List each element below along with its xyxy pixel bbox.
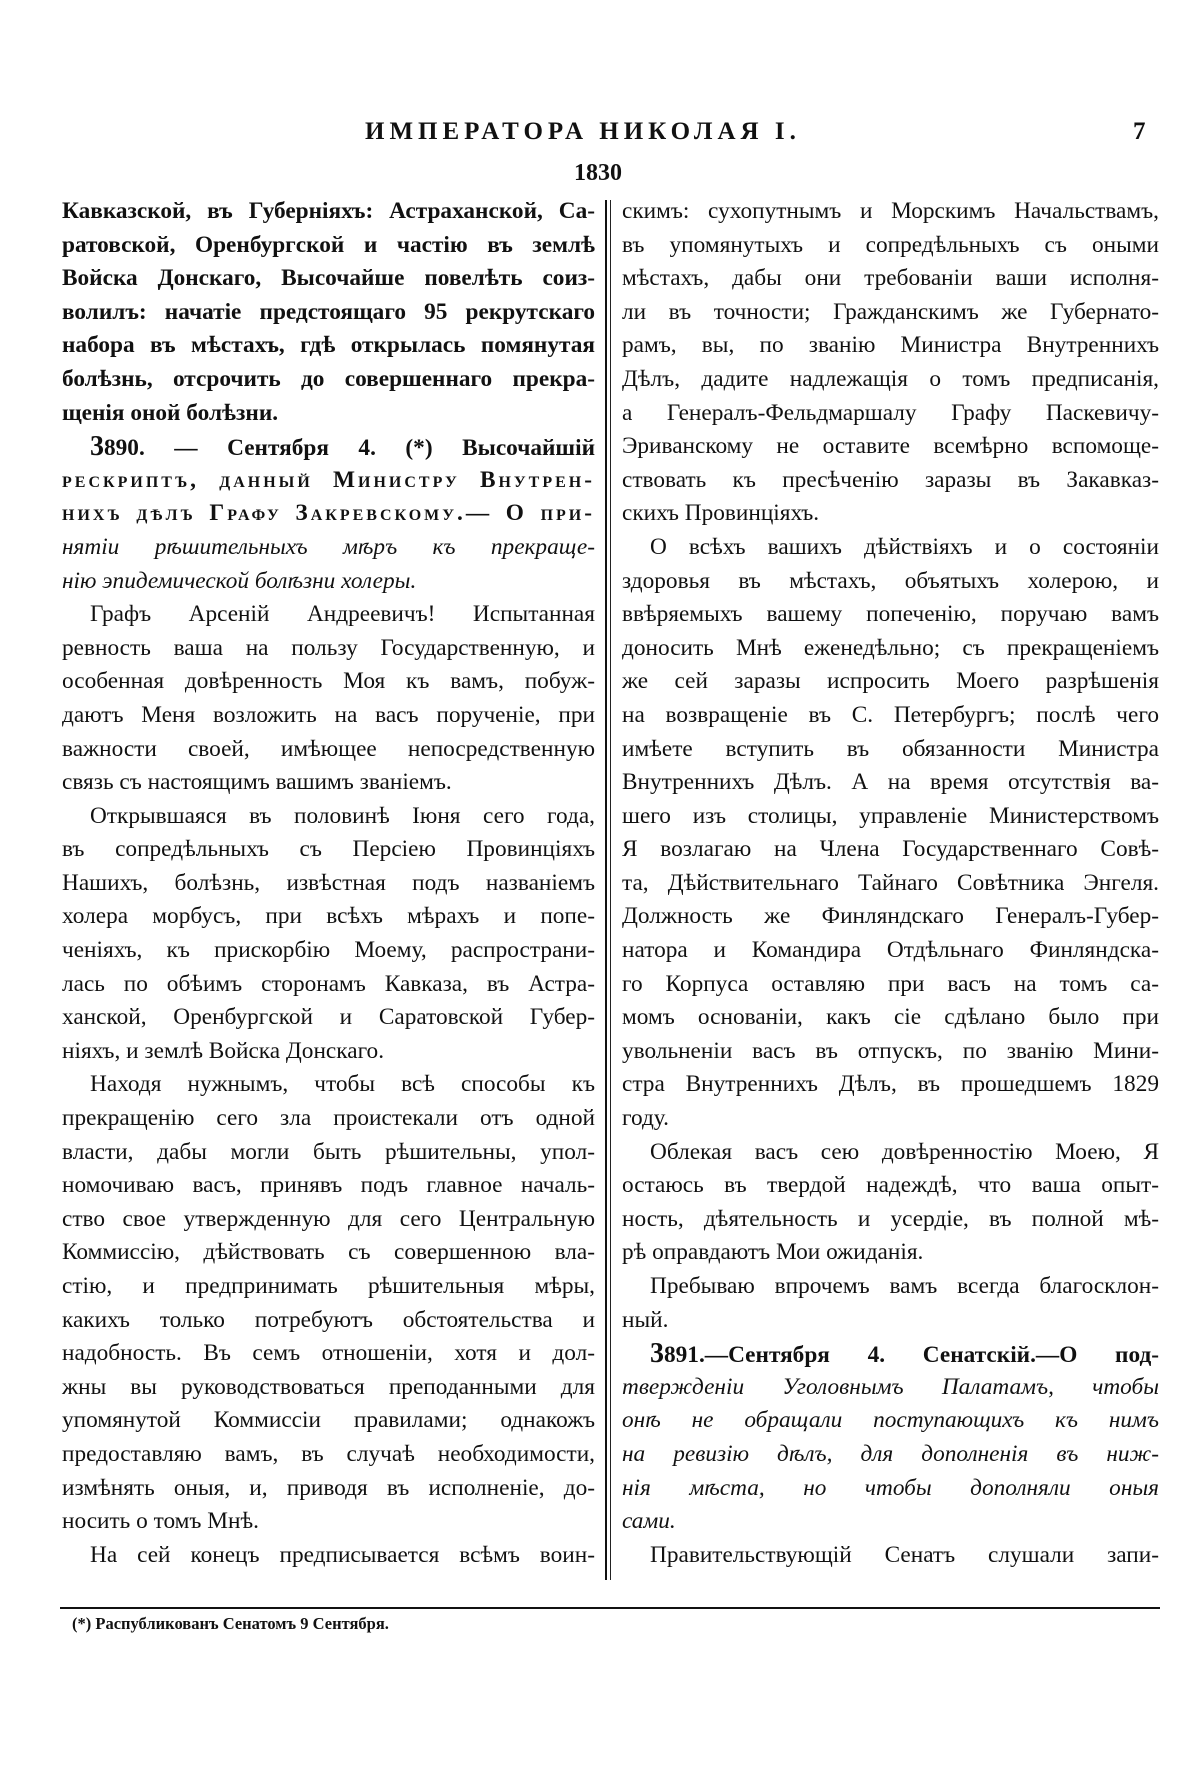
text-line: измѣнять оныя, и, приводя въ исполненіе, до- <box>62 1474 595 1501</box>
text-line: на возвращеніе въ С. Петербургъ; послѣ чего <box>622 701 1159 728</box>
text-line: шего изъ столицы, управленіе Министерствомъ <box>622 802 1159 829</box>
text-line: въ сопредѣльныхъ съ Персіею Провинціяхъ <box>62 836 595 863</box>
text-line: упомянутой Коммиссіи правилами; однакожъ <box>62 1407 595 1434</box>
text-line: Я возлагаю на Члена Государственнаго Совѣ- <box>622 836 1159 863</box>
text-line: момъ основаніи, какъ сіе сдѣлано было при <box>622 1004 1159 1031</box>
column-divider-thin <box>610 200 611 1580</box>
footnote-rule <box>60 1607 1160 1609</box>
running-title: ИМПЕРАТОРА НИКОЛАЯ I. <box>365 118 801 145</box>
text-line: рамъ, вы, по званію Министра Внутреннихъ <box>622 332 1159 359</box>
text-line: онѣ не обращали поступающихъ къ нимъ <box>622 1407 1159 1434</box>
text-line: Внутреннихъ Дѣлъ. А на время отсутствія ва- <box>622 769 1159 796</box>
text-line: ный. <box>622 1306 669 1333</box>
text-line: какихъ только потребуютъ обстоятельства и <box>62 1306 595 1333</box>
text-line: Кавказской, въ Губерніяхъ: Астраханской, Са- <box>62 198 595 224</box>
footnote: (*) Распубликованъ Сенатомъ 9 Сентября. <box>72 1614 389 1633</box>
text-line: надобность. Въ семъ отношеніи, хотя и дол- <box>62 1340 595 1367</box>
text-line: нятіи рѣшительныхъ мѣръ къ прекраще- <box>62 533 595 560</box>
column-divider <box>605 200 607 1580</box>
text-line: въ упомянутыхъ и сопредѣльныхъ съ оными <box>622 231 1159 258</box>
text-line: нію эпидемической болѣзни холеры. <box>62 567 417 594</box>
text-line: доносить Мнѣ еженедѣльно; съ прекращеніемъ <box>622 634 1159 661</box>
year-heading: 1830 <box>574 160 622 186</box>
text-line: ввѣряемыхъ вашему попеченію, поручаю вамъ <box>622 601 1159 628</box>
text-line: го Корпуса оставляю при васъ на томъ са- <box>622 970 1159 997</box>
page-number: 7 <box>1133 118 1146 145</box>
text-line: остаюсь въ твердой надеждѣ, что ваша опыт- <box>622 1172 1159 1199</box>
text-line: мѣстахъ, дабы они требованіи ваши исполня- <box>622 265 1159 292</box>
text-line: власти, дабы могли быть рѣшительны, упол- <box>62 1138 595 1165</box>
text-line: набора въ мѣстахъ, гдѣ открылась помянутая <box>62 332 595 359</box>
text-line: прекращенію сего зла проистекали отъ одной <box>62 1105 595 1132</box>
text-line: Открывшаяся въ половинѣ Іюня сего года, <box>90 802 595 829</box>
text-line: Должность же Финляндскаго Генералъ-Губер- <box>622 903 1159 930</box>
text-line: стію, и предпринимать рѣшительныя мѣры, <box>62 1273 595 1299</box>
text-line: особенная довѣренность Моя къ вамъ, побуж- <box>62 668 595 695</box>
text-line: даютъ Меня возложить на васъ порученіе, при <box>62 701 595 728</box>
text-line: стра Внутреннихъ Дѣлъ, въ прошедшемъ 1829 <box>622 1071 1159 1098</box>
text-line: а Генералъ-Фельдмаршалу Графу Паскевичу- <box>622 399 1159 426</box>
text-line: сами. <box>622 1508 676 1535</box>
text-line: имѣете вступить въ обязанности Министра <box>622 735 1159 762</box>
text-line: ревность ваша на пользу Государственную, и <box>62 634 595 661</box>
text-line: номочиваю васъ, принявъ подъ главное началь- <box>62 1172 595 1199</box>
text-line: волилъ: начатіе предстоящаго 95 рекрутскаго <box>62 298 595 325</box>
text-line: ность, дѣятельность и усердіе, въ полной мѣ- <box>622 1205 1159 1232</box>
text-line: Правительствующій Сенатъ слушали запи- <box>650 1541 1159 1568</box>
text-line: Находя нужнымъ, чтобы всѣ способы къ <box>90 1071 595 1098</box>
text-line: Эриванскому не оставите всемѣрно вспомоще- <box>622 433 1159 460</box>
text-line: Коммиссію, дѣйствовать съ совершенною вла- <box>62 1239 595 1266</box>
text-line: Войска Донскаго, Высочайше повелѣть соиз- <box>62 265 595 292</box>
text-line: скихъ Провинціяхъ. <box>622 500 820 527</box>
text-line: же сей заразы испросить Моего разрѣшенія <box>622 668 1159 695</box>
right-column <box>622 195 1159 1572</box>
text-line: Облекая васъ сею довѣренностію Моею, Я <box>650 1138 1159 1165</box>
text-line: Пребываю впрочемъ вамъ всегда благосклон- <box>650 1273 1159 1299</box>
entry-heading-line: 3891.—Сентября 4. Сенатскій.—О под- <box>650 1338 1159 1370</box>
text-line: ли въ точности; Гражданскимъ же Губернато- <box>622 298 1159 325</box>
text-line: нія мѣста, но чтобы дополняли оныя <box>622 1474 1159 1501</box>
text-line: ніяхъ, и землѣ Войска Донскаго. <box>62 1037 385 1064</box>
text-line: О всѣхъ вашихъ дѣйствіяхъ и о состояніи <box>650 533 1159 560</box>
text-line: предоставляю вамъ, въ случаѣ необходимости, <box>62 1440 595 1467</box>
entry-heading-line: 3890. — Сентября 4. (*) Высочайшій <box>90 431 595 463</box>
text-line: жны вы руководствоваться преподанными для <box>62 1373 595 1400</box>
text-line: болѣзнь, отсрочить до совершеннаго прекра- <box>62 365 595 392</box>
text-line: здоровья въ мѣстахъ, объятыхъ холерою, и <box>622 567 1159 594</box>
text-line: увольненіи васъ въ отпускъ, по званію Мини- <box>622 1037 1159 1064</box>
left-column <box>62 195 595 1572</box>
text-line: Нашихъ, болѣзнь, извѣстная подъ названіемъ <box>62 869 595 896</box>
text-line: ченіяхъ, къ прискорбію Моему, распространи- <box>62 937 595 964</box>
text-line: носить о томъ Мнѣ. <box>62 1508 259 1535</box>
text-line: На сей конецъ предписывается всѣмъ воин- <box>90 1541 595 1568</box>
text-line: году. <box>622 1105 669 1132</box>
text-line: на ревизію дѣлъ, для дополненія въ ниж- <box>622 1440 1159 1467</box>
text-line: рѣ оправдаютъ Мои ожиданія. <box>622 1239 924 1266</box>
text-line: лась по обѣимъ сторонамъ Кавказа, въ Астра- <box>62 970 595 997</box>
text-line: Графъ Арсеній Андреевичъ! Испытанная <box>90 601 595 628</box>
text-line: ствовать къ пресѣченію заразы въ Закавказ- <box>622 466 1159 493</box>
text-line-italic-term: холера морбусъ, при всѣхъ мѣрахъ и попе- <box>62 903 595 930</box>
text-line: ханской, Оренбургской и Саратовской Губер- <box>62 1004 595 1031</box>
text-line: натора и Командира Отдѣльнаго Финляндска- <box>622 937 1159 964</box>
text-line: ство свое утвержденную для сего Центральную <box>62 1205 595 1232</box>
text-line: нихъ дѣлъ Графу Закревскому.— О при- <box>62 500 595 527</box>
text-line: ратовской, Оренбургской и частію въ землѣ <box>62 231 595 258</box>
text-line: Дѣлъ, дадите надлежащія о томъ предписанія, <box>622 365 1159 392</box>
text-line: рескриптъ, данный Министру Внутрен- <box>62 466 595 493</box>
text-line: скимъ: сухопутнымъ и Морскимъ Начальствамъ, <box>622 198 1159 224</box>
text-line: твержденіи Уголовнымъ Палатамъ, чтобы <box>622 1373 1159 1400</box>
text-line: важности своей, имѣющее непосредственную <box>62 735 595 762</box>
text-line: та, Дѣйствительнаго Тайнаго Совѣтника Энгеля. <box>622 869 1159 896</box>
text-line: связь съ настоящимъ вашимъ званіемъ. <box>62 769 452 796</box>
text-line: щенія оной болѣзни. <box>62 399 279 426</box>
